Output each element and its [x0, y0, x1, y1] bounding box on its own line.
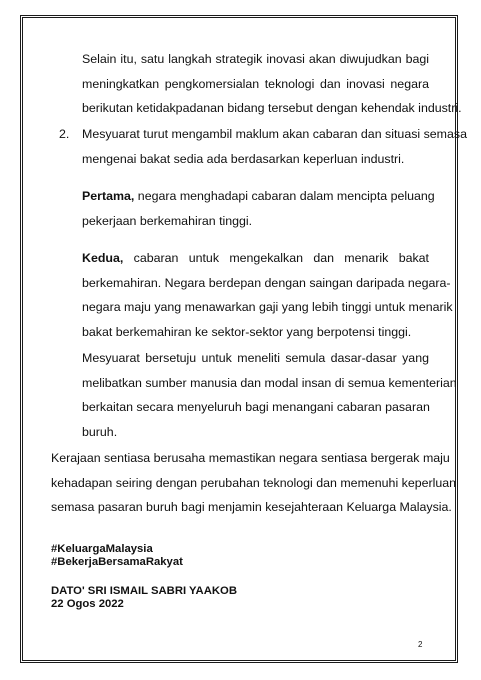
signatory-name: DATO' SRI ISMAIL SABRI YAAKOB: [51, 585, 237, 597]
text-line: Mesyuarat bersetuju untuk meneliti semula dasar-dasar yang: [82, 351, 429, 365]
paragraph-talent: [82, 122, 467, 171]
text-line: berikutan ketidakpadanan bidang tersebut dengan kehendak industri.: [82, 101, 462, 115]
page-number: 2: [418, 640, 423, 649]
paragraph-mesyuarat: [82, 346, 457, 444]
paragraph-innovation: [82, 47, 462, 121]
text-line: negara maju yang menawarkan gaji yang lebih tinggi untuk menarik: [82, 300, 453, 314]
bold-lead: Kedua,: [82, 251, 124, 265]
text-fragment: cabaran untuk mengekalkan dan menarik bakat: [123, 251, 429, 265]
list-number: 2.: [59, 127, 70, 141]
text-line: berkaitan secara menyeluruh bagi menangani cabaran pasaran: [82, 400, 430, 414]
text-line: Kerajaan sentiasa berusaha memastikan negara sentiasa bergerak maju: [51, 451, 450, 465]
text-line: melibatkan sumber manusia dan modal insan di semua kementerian: [82, 375, 457, 390]
text-line: kehadapan seiring dengan perubahan teknologi dan memenuhi keperluan: [51, 475, 457, 490]
paragraph-kedua: [82, 246, 453, 344]
hashtag-bekerja-bersama-rakyat: #BekerjaBersamaRakyat: [51, 556, 183, 568]
text-line: Mesyuarat turut mengambil maklum akan cabaran dan situasi semasa: [82, 127, 467, 141]
hashtag-keluarga-malaysia: #KeluargaMalaysia: [51, 543, 153, 555]
text-line: [82, 184, 435, 209]
paragraph-kerajaan: [51, 446, 457, 520]
text-line: [82, 246, 429, 271]
text-line: semasa pasaran buruh bagi menjamin kesejahteraan Keluarga Malaysia.: [51, 500, 452, 514]
text-line: meningkatkan pengkomersialan teknologi dan inovasi negara: [82, 76, 429, 91]
text-line: mengenai bakat sedia ada berdasarkan keperluan industri.: [82, 151, 405, 166]
text-line: buruh.: [82, 424, 118, 439]
bold-lead: Pertama,: [82, 189, 135, 203]
text-line: berkemahiran. Negara berdepan dengan saingan daripada negara-: [82, 275, 451, 290]
paragraph-pertama: [82, 184, 435, 233]
text-line: Selain itu, satu langkah strategik inovasi akan diwujudkan bagi: [82, 52, 429, 66]
text-fragment: negara menghadapi cabaran dalam mencipta peluang: [134, 189, 435, 203]
document-date: 22 Ogos 2022: [51, 598, 124, 610]
text-line: pekerjaan berkemahiran tinggi.: [82, 213, 253, 228]
text-line: bakat berkemahiran ke sektor-sektor yang berpotensi tinggi.: [82, 324, 412, 339]
